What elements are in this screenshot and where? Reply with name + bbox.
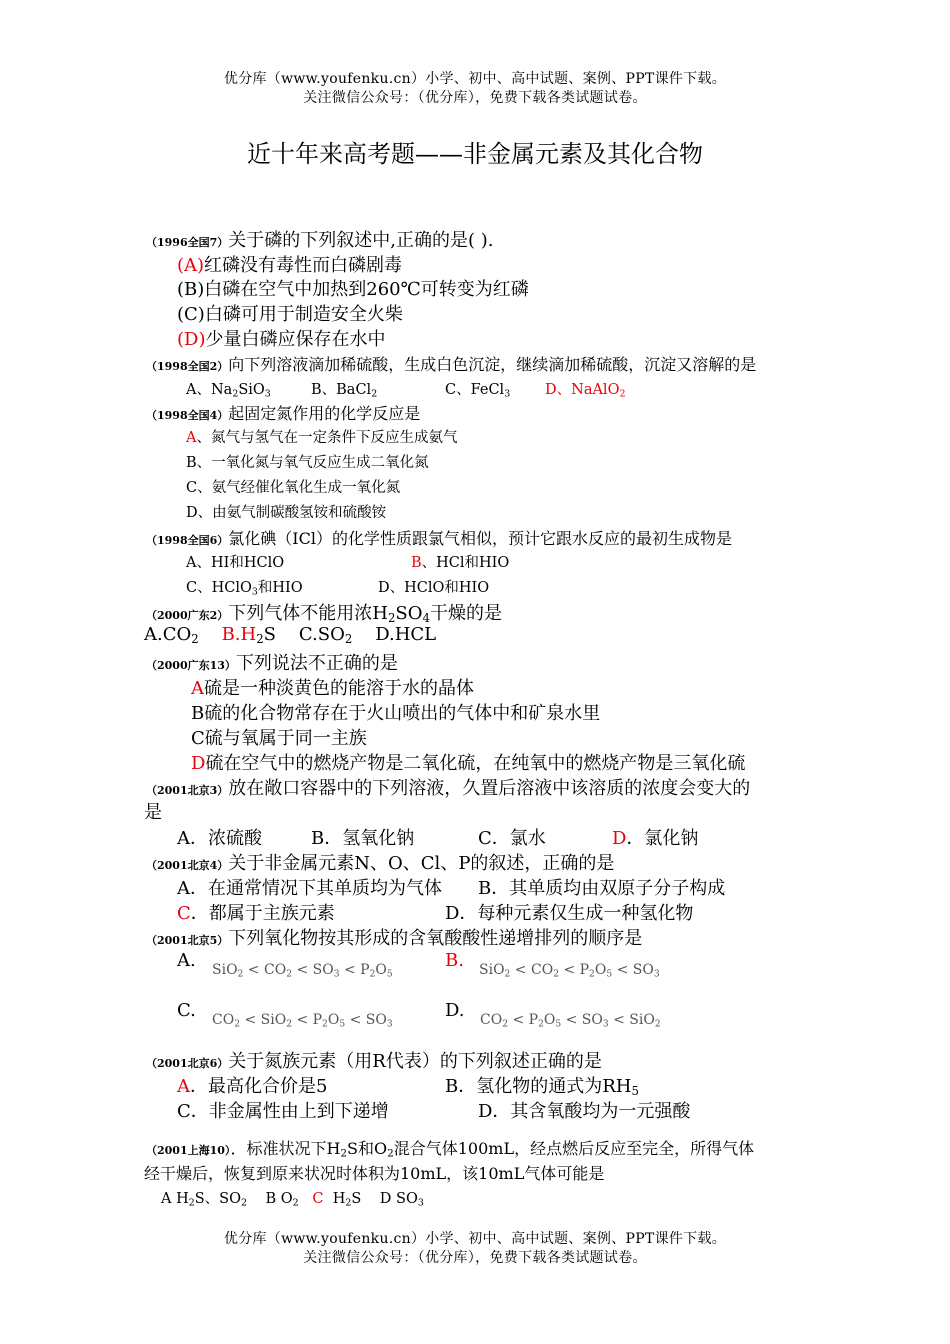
page-title: 近十年来高考题——非金属元素及其化合物 [247,140,703,168]
question-stem: 关于磷的下列叙述中,正确的是( ). [228,230,494,251]
formula-part: P [528,1012,539,1028]
question-8 [146,849,614,875]
option-text: 白磷可用于制造安全火柴 [204,304,403,325]
option-c-letter: C. [177,1000,196,1021]
less-than: < [244,1012,257,1028]
option-a: A.CO [144,624,192,645]
option-a: A H [161,1191,189,1207]
question-tag: （2001北京4） [146,859,229,872]
subscript: 2 [191,631,199,646]
question-7 [146,774,750,800]
option-b-letter: B. [445,950,464,971]
option-letter: (B) [177,279,205,300]
subscript: 3 [602,1019,609,1030]
option-text: 硫是一种淡黄色的能溶于水的晶体 [204,678,474,699]
formula-part: P [360,962,370,978]
option-c [445,378,510,399]
option-text: B．氢化物的通式为RH [445,1076,632,1097]
formula-part: O [375,962,387,978]
less-than: < [616,962,629,978]
header-line-2: 关注微信公众号：（优分库），免费下载各类试题试卷。 [303,90,647,106]
less-than: < [563,962,576,978]
subscript: 2 [538,1019,544,1030]
answer-letter: A [177,1076,190,1097]
formula-part: CO [263,962,287,978]
option-text: S [351,1191,362,1207]
option-a-letter: A. [177,950,196,971]
subscript: 3 [251,586,258,598]
question-stem: 氯化碘（ICl）的化学性质跟氯气相似，预计它跟水反应的最初生成物是 [228,529,732,548]
option-text: S、SO [194,1191,241,1207]
formula-part: SO [581,1012,603,1028]
option-d [612,824,698,850]
subscript: 2 [188,1197,195,1209]
option-b [411,551,509,572]
option-c [177,899,335,925]
answer-letter: B [411,555,422,571]
subscript: 2 [369,969,376,980]
subscript: 2 [286,1019,292,1030]
question-6 [146,649,398,675]
answer-letter: (A) [177,255,205,276]
option-b [445,1072,639,1098]
option-b: B、一氧化氮与氧气反应生成二氧化氮 [186,455,429,471]
footer-line-1: 优分库（www.youfenku.cn）小学、初中、高中试题、案例、PPT课件下载。 [223,1231,727,1247]
subscript: 2 [619,388,626,400]
question-tag: （1998全国6） [146,534,229,547]
subscript: 3 [417,1197,424,1209]
option-text: ．最高化合价是5 [190,1076,328,1097]
option-a [177,251,402,277]
less-than: < [514,962,527,978]
option-b: B．其单质均由双原子分子构成 [478,878,726,899]
answer-letter: D [191,753,206,774]
formula-part: O [327,1012,340,1028]
option-a [191,674,474,700]
option-b [311,378,377,399]
option-a [186,426,457,447]
less-than: < [349,1012,362,1028]
option-b-formula [479,962,660,979]
question-tag: （1998全国4） [146,409,229,422]
question-tag: （2000广东13） [146,659,236,672]
option-a: A、HI和HClO [186,555,285,571]
subscript: 3 [386,1019,393,1030]
option-d: D．每种元素仅生成一种氢化物 [445,903,694,924]
question-stem: 混合气体100mL，经点燃后反应至完全，所得气体 [393,1139,755,1158]
formula-part: CO [480,1012,503,1028]
option-a: A．在通常情况下其单质均为气体 [177,878,442,899]
subscript: 5 [555,1019,562,1030]
option-c: C.SO [298,624,345,645]
option-text: ．氯化钠 [626,828,699,849]
option-text: A、Na [186,382,233,398]
question-stem: 关于氮族元素（用R代表）的下列叙述正确的是 [228,1051,602,1072]
question-2 [146,352,756,375]
option-c: C硫与氧属于同一主族 [191,728,367,749]
question-tag: （1996全国7） [146,236,229,249]
question-tag: （2001上海10） [146,1144,231,1157]
option-b [177,275,529,301]
formula-part: SiO [479,962,505,978]
question-stem: 干燥的是 [429,603,502,624]
subscript: 3 [653,969,660,980]
question-4 [146,526,732,549]
option-d-formula [480,1012,661,1029]
question-stem: 起固定氮作用的化学反应是 [228,404,421,423]
formula-part: SiO [260,1012,287,1028]
question-3 [146,401,420,424]
question-stem-cont: 是 [144,802,162,823]
option-text: ．都属于主族元素 [190,903,335,924]
subscript: 2 [286,969,292,980]
less-than: < [343,962,356,978]
option-d [191,749,745,775]
option-b: B．氢氧化钠 [311,828,415,849]
option-text: SiO [238,382,265,398]
option-text: B、BaCl [311,382,372,398]
option-text: 和HIO [257,580,303,596]
option-letter: (C) [177,304,205,325]
option-a [177,1072,327,1098]
subscript: 3 [504,388,511,400]
subscript: 2 [502,1019,508,1030]
question-tag: （2001北京5） [146,934,229,947]
option-text: S [263,624,277,645]
header-line-1: 优分库（www.youfenku.cn）小学、初中、高中试题、案例、PPT课件下载。 [223,71,727,87]
question-stem-cont: 经干燥后，恢复到原来状况时体积为10mL，该10mL气体可能是 [144,1164,605,1183]
formula-part: SO [312,962,334,978]
option-c: C．非金属性由上到下递增 [177,1101,389,1122]
answer-letter: C [312,1191,324,1207]
answer-letter: A [191,678,204,699]
question-tag: （2001北京3） [146,784,229,797]
option-b: B O [265,1191,293,1207]
question-10 [146,1047,602,1073]
option-text: 硫在空气中的燃烧产物是二氧化硫，在纯氧中的燃烧产物是三氧化硫 [205,753,746,774]
option-a-formula [212,962,393,979]
option-text: D、NaAlO [545,382,620,398]
option-c: C．氯水 [478,828,546,849]
subscript: 2 [340,1147,348,1160]
option-text: C、FeCl [445,382,505,398]
question-stem: 下列说法不正确的是 [235,653,398,674]
option-text: 红磷没有毒性而白磷剧毒 [204,255,403,276]
subscript: 2 [654,1019,661,1030]
subscript: 2 [232,388,239,400]
formula-part: SiO [212,962,238,978]
answer-letter: A [186,430,197,446]
subscript: 2 [241,1197,247,1209]
subscript: 5 [386,969,393,980]
question-1 [146,226,494,252]
option-d [177,325,385,351]
question-11 [146,1136,754,1160]
option-c: C、氨气经催化氧化生成一氧化氮 [186,480,401,496]
option-d: D．其含氧酸均为一元强酸 [478,1101,691,1122]
subscript: 3 [333,969,340,980]
subscript: 2 [589,969,595,980]
question-stem: S和O [347,1139,388,1158]
option-c: H [332,1191,346,1207]
option-a: A．浓硫酸 [177,828,262,849]
subscript: 5 [631,1083,639,1098]
question-stem: SO [395,603,423,624]
subscript: 2 [371,388,378,400]
subscript: 2 [322,1019,328,1030]
question-stem: ．标准状况下H [230,1139,341,1158]
subscript: 4 [422,610,430,625]
option-text: 、氮气与氢气在一定条件下反应生成氨气 [196,430,458,446]
subscript: 2 [344,631,353,646]
subscript: 2 [387,1147,394,1160]
option-d: D、HClO和HIO [378,580,490,596]
options-row [161,1187,424,1208]
option-d-answer [545,378,625,399]
question-tag: （2001北京6） [146,1057,229,1070]
question-stem: 关于非金属元素N、O、Cl、P的叙述，正确的是 [228,853,615,874]
option-c-formula [212,1012,393,1029]
option-d: D SO [379,1191,418,1207]
option-text: 少量白磷应保存在水中 [205,329,386,350]
subscript: 2 [237,969,244,980]
subscript: 2 [234,1019,240,1030]
answer-letter: D [612,828,627,849]
subscript: 2 [256,631,264,646]
option-c [177,300,403,326]
less-than: < [296,1012,309,1028]
formula-part: CO [212,1012,235,1028]
formula-part: P [312,1012,323,1028]
option-text: C、HClO [186,580,252,596]
subscript: 5 [606,969,613,980]
option-d: D、由氨气制碳酸氢铵和硫酸铵 [186,505,387,521]
option-b-answer: B.H [221,624,257,645]
option-a [186,378,271,399]
option-c [186,576,303,597]
option-text: 白磷在空气中加热到260℃可转变为红磷 [204,279,529,300]
option-d: D.HCL [375,624,437,645]
question-stem: 放在敞口容器中的下列溶液，久置后溶液中该溶质的浓度会变大的 [228,778,751,799]
formula-part: O [543,1012,556,1028]
question-5 [146,599,502,625]
option-b: B硫的化合物常存在于火山喷出的气体中和矿泉水里 [191,703,601,724]
less-than: < [512,1012,525,1028]
question-stem: 向下列溶液滴加稀硫酸，生成白色沉淀，继续滴加稀硫酸，沉淀又溶解的是 [228,355,757,374]
question-stem: 下列气体不能用浓H [228,603,388,624]
subscript: 3 [264,388,271,400]
question-tag: （1998全国2） [146,360,229,373]
subscript: 2 [387,610,396,625]
option-d-letter: D. [445,1000,465,1021]
formula-part: CO [530,962,554,978]
subscript: 2 [345,1197,352,1209]
formula-part: P [579,962,590,978]
less-than: < [565,1012,578,1028]
footer-line-2: 关注微信公众号：（优分库），免费下载各类试题试卷。 [303,1250,647,1266]
question-9 [146,924,642,950]
formula-part: SO [365,1012,387,1028]
less-than: < [613,1012,625,1028]
question-stem: 下列氧化物按其形成的含氧酸酸性递增排列的顺序是 [228,928,643,949]
subscript: 5 [339,1019,346,1030]
answer-letter: (D) [177,329,206,350]
option-text: 、HCl和HIO [421,555,510,571]
subscript: 2 [553,969,559,980]
formula-part: SiO [629,1012,655,1028]
formula-part: O [594,962,607,978]
subscript: 2 [504,969,511,980]
options-row [144,624,436,646]
less-than: < [296,962,309,978]
answer-letter: C [177,903,191,924]
subscript: 2 [292,1197,299,1209]
question-tag: （2000广东2） [146,609,229,622]
formula-part: SO [632,962,654,978]
less-than: < [247,962,260,978]
